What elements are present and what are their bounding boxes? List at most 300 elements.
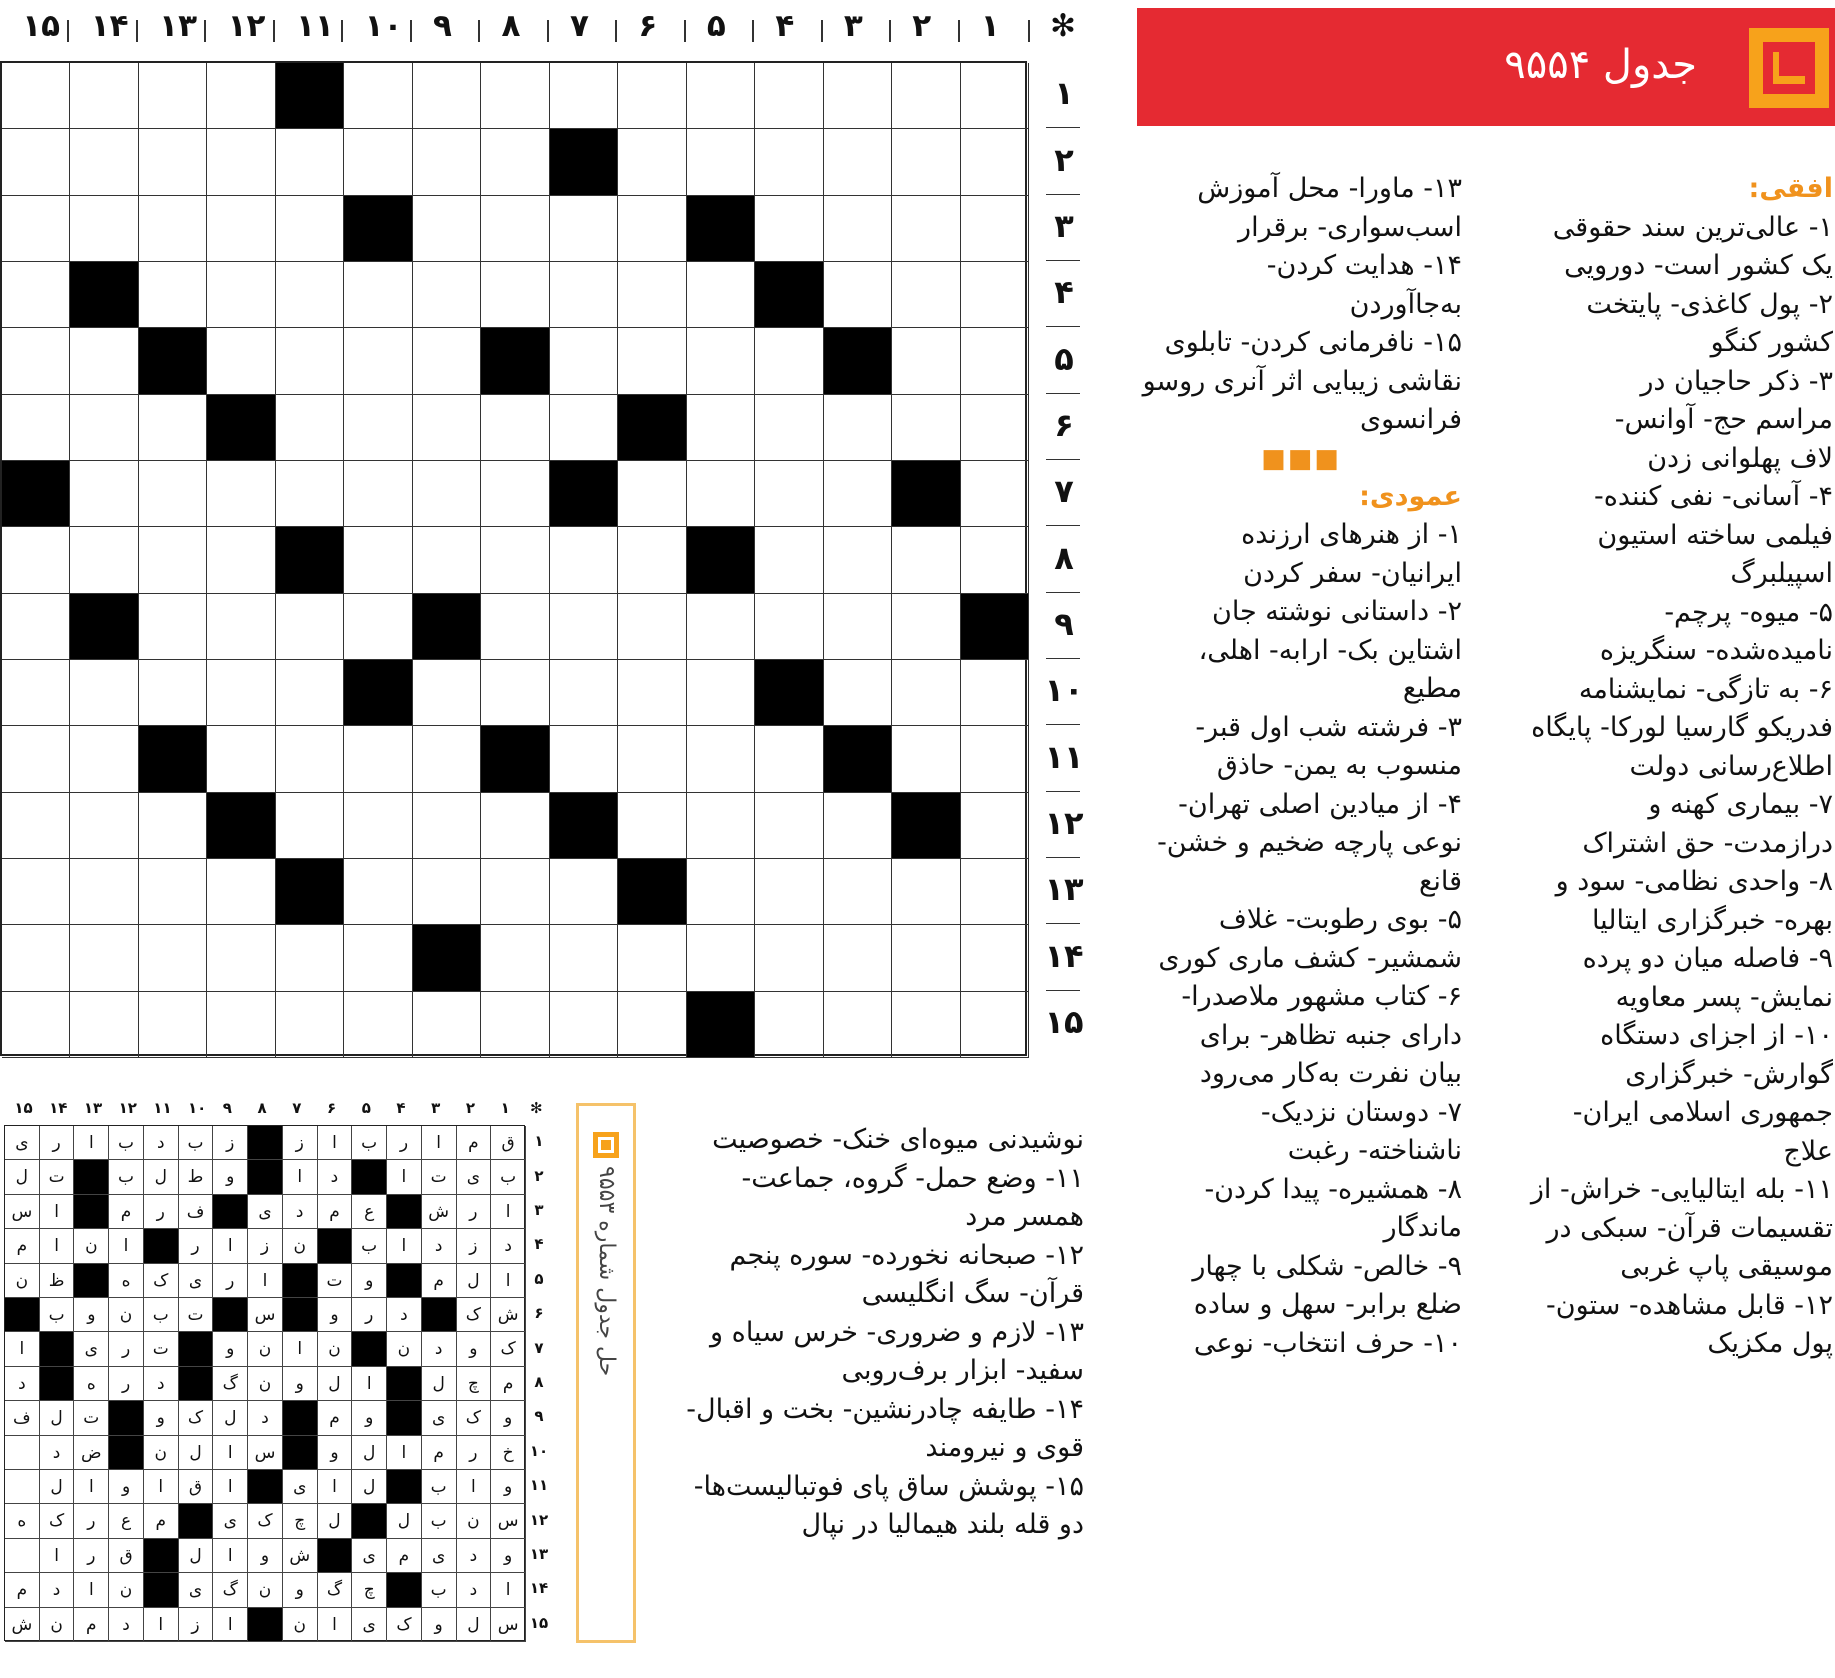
solution-cell: ا — [283, 1160, 318, 1194]
grid-cell[interactable] — [276, 925, 344, 991]
row-number: ۶ — [1054, 405, 1074, 444]
solution-black-cell — [283, 1401, 318, 1435]
solution-cell: ن — [387, 1332, 422, 1366]
grid-cell[interactable] — [892, 395, 960, 461]
solution-cell: ی — [283, 1470, 318, 1504]
grid-cell[interactable] — [139, 262, 207, 328]
grid-cell[interactable] — [413, 527, 481, 593]
grid-cell[interactable] — [892, 992, 960, 1058]
grid-cell[interactable] — [344, 793, 412, 859]
solution-black-cell — [248, 1126, 283, 1160]
grid-cell[interactable] — [2, 262, 70, 328]
solution-column-number: ۶ — [326, 1099, 337, 1117]
grid-cell[interactable] — [70, 925, 138, 991]
solution-cell: ر — [457, 1436, 492, 1470]
solution-cell: ب — [352, 1229, 387, 1263]
solution-column-number: ۹ — [222, 1099, 232, 1117]
grid-cell[interactable] — [344, 63, 412, 129]
grid-cell[interactable] — [961, 196, 1029, 262]
grid-cell[interactable] — [892, 328, 960, 394]
grid-cell[interactable] — [2, 328, 70, 394]
solution-label-box — [576, 1103, 636, 1643]
grid-cell[interactable] — [413, 328, 481, 394]
grid-cell[interactable] — [755, 63, 823, 129]
grid-cell[interactable] — [687, 859, 755, 925]
solution-black-cell — [74, 1264, 109, 1298]
grid-cell[interactable] — [344, 328, 412, 394]
clue-line: ۱۰- از اجزای دستگاه — [1600, 1020, 1833, 1051]
solution-cell: د — [40, 1573, 75, 1607]
grid-cell[interactable] — [481, 859, 549, 925]
grid-cell[interactable] — [344, 594, 412, 660]
grid-cell[interactable] — [70, 63, 138, 129]
grid-cell[interactable] — [276, 328, 344, 394]
grid-cell[interactable] — [687, 925, 755, 991]
grid-cell[interactable] — [413, 63, 481, 129]
grid-cell[interactable] — [687, 461, 755, 527]
grid-cell[interactable] — [139, 63, 207, 129]
solution-cell: ی — [213, 1504, 248, 1538]
grid-cell[interactable] — [276, 726, 344, 792]
solution-black-cell — [5, 1298, 40, 1332]
grid-cell[interactable] — [207, 660, 275, 726]
solution-cell: ی — [5, 1126, 40, 1160]
small-logo-icon — [593, 1132, 619, 1158]
grid-cell[interactable] — [550, 925, 618, 991]
grid-cell[interactable] — [550, 395, 618, 461]
grid-cell[interactable] — [961, 262, 1029, 328]
clue-line: دارای جنبه تظاهر- برای — [1199, 1019, 1462, 1051]
solution-black-cell — [40, 1332, 75, 1366]
grid-cell[interactable] — [961, 992, 1029, 1058]
grid-cell[interactable] — [961, 859, 1029, 925]
solution-cell: ع — [109, 1504, 144, 1538]
grid-cell[interactable] — [413, 196, 481, 262]
clue-line: ۶- کتاب مشهور ملاصدرا- — [1181, 981, 1462, 1012]
grid-cell[interactable] — [550, 660, 618, 726]
grid-cell[interactable] — [276, 660, 344, 726]
solution-column-number: ۸ — [257, 1099, 267, 1117]
grid-cell[interactable] — [481, 925, 549, 991]
grid-cell[interactable] — [413, 726, 481, 792]
grid-cell[interactable] — [276, 992, 344, 1058]
grid-cell[interactable] — [618, 461, 686, 527]
grid-cell[interactable] — [892, 726, 960, 792]
grid-cell[interactable] — [70, 461, 138, 527]
grid-cell[interactable] — [961, 328, 1029, 394]
solution-cell: خ — [491, 1436, 526, 1470]
grid-cell[interactable] — [276, 262, 344, 328]
solution-cell: ا — [213, 1436, 248, 1470]
grid-cell[interactable] — [344, 395, 412, 461]
grid-cell[interactable] — [481, 63, 549, 129]
grid-cell[interactable] — [618, 527, 686, 593]
solution-cell: ل — [387, 1504, 422, 1538]
solution-cell: و — [352, 1401, 387, 1435]
grid-cell[interactable] — [139, 594, 207, 660]
solution-cell: م — [5, 1573, 40, 1607]
solution-cell: ر — [387, 1126, 422, 1160]
grid-cell[interactable] — [70, 992, 138, 1058]
row-number: ۱۲ — [1044, 803, 1084, 842]
black-cell — [687, 992, 755, 1058]
grid-cell[interactable] — [207, 992, 275, 1058]
grid-cell[interactable] — [276, 594, 344, 660]
grid-cell[interactable] — [892, 527, 960, 593]
black-cell — [550, 129, 618, 195]
clue-line: ۳- فرشته شب اول قبر- — [1195, 711, 1462, 743]
grid-cell[interactable] — [139, 859, 207, 925]
solution-cell: ه — [5, 1504, 40, 1538]
solution-cell: ه — [109, 1264, 144, 1298]
solution-cell: ا — [491, 1195, 526, 1229]
grid-cell[interactable] — [481, 660, 549, 726]
clue-line: ۴- از میادین اصلی تهران- — [1178, 788, 1462, 820]
grid-cell[interactable] — [618, 328, 686, 394]
solution-cell: و — [74, 1298, 109, 1332]
solution-cell: ا — [144, 1608, 179, 1642]
solution-cell: ا — [422, 1126, 457, 1160]
grid-cell[interactable] — [207, 262, 275, 328]
grid-cell[interactable] — [687, 594, 755, 660]
grid-cell[interactable] — [344, 527, 412, 593]
solution-black-cell — [387, 1470, 422, 1504]
grid-cell[interactable] — [139, 129, 207, 195]
grid-cell[interactable] — [344, 262, 412, 328]
grid-cell[interactable] — [824, 925, 892, 991]
solution-row-number: ۹ — [534, 1407, 544, 1426]
grid-cell[interactable] — [413, 793, 481, 859]
grid-cell[interactable] — [70, 726, 138, 792]
grid-cell[interactable] — [550, 527, 618, 593]
grid-cell[interactable] — [755, 793, 823, 859]
grid-cell[interactable] — [618, 925, 686, 991]
solution-black-cell — [74, 1195, 109, 1229]
grid-cell[interactable] — [413, 660, 481, 726]
grid-cell[interactable] — [824, 262, 892, 328]
solution-cell: س — [5, 1195, 40, 1229]
grid-cell[interactable] — [481, 461, 549, 527]
grid-cell[interactable] — [139, 925, 207, 991]
grid-cell[interactable] — [755, 726, 823, 792]
grid-cell[interactable] — [70, 859, 138, 925]
grid-cell[interactable] — [824, 196, 892, 262]
solution-cell: ن — [248, 1573, 283, 1607]
clue-line: ۱۰- حرف انتخاب- نوعی — [1193, 1327, 1462, 1359]
solution-row-number: ۱ — [534, 1132, 544, 1151]
grid-cell[interactable] — [755, 527, 823, 593]
column-number: ۱۴ — [90, 8, 129, 44]
solution-cell: ه — [74, 1367, 109, 1401]
grid-cell[interactable] — [550, 262, 618, 328]
solution-cell: ق — [179, 1470, 214, 1504]
grid-cell[interactable] — [961, 726, 1029, 792]
grid-cell[interactable] — [550, 196, 618, 262]
grid-cell[interactable] — [70, 196, 138, 262]
grid-cell[interactable] — [755, 196, 823, 262]
grid-cell[interactable] — [276, 793, 344, 859]
grid-cell[interactable] — [961, 793, 1029, 859]
grid-cell[interactable] — [344, 992, 412, 1058]
clue-line: ۱۱- بله ایتالیایی- خراش- از — [1530, 1174, 1833, 1205]
solution-label: حل جدول شماره ۹۵۵۳ — [594, 1166, 619, 1377]
grid-cell[interactable] — [961, 660, 1029, 726]
solution-cell: ا — [40, 1539, 75, 1573]
grid-cell[interactable] — [344, 129, 412, 195]
solution-cell: ا — [144, 1470, 179, 1504]
grid-cell[interactable] — [413, 992, 481, 1058]
solution-cell: ب — [422, 1504, 457, 1538]
grid-cell[interactable] — [413, 129, 481, 195]
solution-black-cell — [179, 1332, 214, 1366]
solution-row-number: ۱۰ — [529, 1441, 549, 1460]
grid-cell[interactable] — [413, 461, 481, 527]
grid-cell[interactable] — [139, 196, 207, 262]
grid-cell[interactable] — [276, 461, 344, 527]
grid-cell[interactable] — [2, 660, 70, 726]
grid-cell[interactable] — [139, 461, 207, 527]
clue-line: ۱۱- وضع حمل- گروه، جماعت- — [741, 1162, 1084, 1194]
grid-cell[interactable] — [481, 262, 549, 328]
grid-cell[interactable] — [481, 793, 549, 859]
solution-black-cell — [283, 1298, 318, 1332]
grid-cell[interactable] — [961, 129, 1029, 195]
grid-cell[interactable] — [139, 660, 207, 726]
grid-cell[interactable] — [961, 395, 1029, 461]
solution-row-number: ۸ — [534, 1373, 544, 1391]
grid-cell[interactable] — [70, 395, 138, 461]
clue-line: ۳- ذکر حاجیان در — [1640, 365, 1833, 397]
grid-cell[interactable] — [687, 129, 755, 195]
solution-cell: ز — [213, 1126, 248, 1160]
grid-cell[interactable] — [618, 63, 686, 129]
grid-cell[interactable] — [207, 461, 275, 527]
solution-column-number: ۱۲ — [118, 1099, 137, 1117]
grid-cell[interactable] — [687, 660, 755, 726]
grid-cell[interactable] — [2, 594, 70, 660]
grid-cell[interactable] — [824, 992, 892, 1058]
grid-cell[interactable] — [413, 859, 481, 925]
grid-cell[interactable] — [70, 660, 138, 726]
solution-row-number: ۴ — [534, 1235, 544, 1254]
clue-line: جمهوری اسلامی ایران- — [1572, 1097, 1833, 1128]
grid-cell[interactable] — [2, 793, 70, 859]
clue-line: علاج — [1783, 1135, 1833, 1167]
solution-black-cell — [248, 1608, 283, 1642]
solution-cell: گ — [213, 1573, 248, 1607]
grid-cell[interactable] — [2, 129, 70, 195]
solution-cell: ی — [422, 1401, 457, 1435]
grid-cell[interactable] — [755, 859, 823, 925]
solution-cell: ش — [5, 1608, 40, 1642]
solution-cell: د — [422, 1229, 457, 1263]
grid-cell[interactable] — [550, 859, 618, 925]
grid-cell[interactable] — [481, 129, 549, 195]
grid-cell[interactable] — [755, 129, 823, 195]
solution-cell: د — [491, 1229, 526, 1263]
grid-cell[interactable] — [687, 793, 755, 859]
grid-cell[interactable] — [892, 594, 960, 660]
grid-cell[interactable] — [139, 793, 207, 859]
grid-cell[interactable] — [687, 262, 755, 328]
grid-cell[interactable] — [755, 395, 823, 461]
grid-cell[interactable] — [618, 594, 686, 660]
row-number: ۵ — [1054, 339, 1074, 378]
solution-cell: ب — [40, 1298, 75, 1332]
grid-cell[interactable] — [618, 129, 686, 195]
grid-cell[interactable] — [481, 594, 549, 660]
grid-cell[interactable] — [824, 594, 892, 660]
grid-cell[interactable] — [961, 925, 1029, 991]
grid-cell[interactable] — [824, 461, 892, 527]
grid-cell[interactable] — [70, 328, 138, 394]
grid-cell[interactable] — [824, 660, 892, 726]
solution-cell: ل — [213, 1401, 248, 1435]
grid-cell[interactable] — [687, 395, 755, 461]
grid-cell[interactable] — [961, 461, 1029, 527]
grid-cell[interactable] — [550, 594, 618, 660]
grid-cell[interactable] — [892, 196, 960, 262]
solution-cell: گ — [318, 1573, 353, 1607]
grid-cell[interactable] — [207, 196, 275, 262]
grid-cell[interactable] — [2, 925, 70, 991]
solution-cell: ز — [457, 1229, 492, 1263]
grid-cell[interactable] — [824, 859, 892, 925]
grid-cell[interactable] — [755, 594, 823, 660]
grid-cell[interactable] — [70, 129, 138, 195]
grid-cell[interactable] — [70, 527, 138, 593]
grid-cell[interactable] — [2, 992, 70, 1058]
clue-line: موسیقی پاپ غربی — [1620, 1251, 1833, 1282]
black-cell — [755, 262, 823, 328]
grid-cell[interactable] — [892, 925, 960, 991]
grid-cell[interactable] — [2, 196, 70, 262]
clue-line: ۶- به تازگی- نمایشنامه — [1578, 673, 1833, 705]
solution-black-cell — [318, 1229, 353, 1263]
solution-column-number: ۲ — [465, 1099, 476, 1117]
clue-line: قوی و نیرومند — [925, 1432, 1084, 1463]
solution-column-numbers — [0, 1099, 550, 1123]
grid-cell[interactable] — [481, 527, 549, 593]
clue-line: فدریکو گارسیا لورکا- پایگاه — [1531, 712, 1833, 743]
solution-cell: ی — [179, 1264, 214, 1298]
grid-cell[interactable] — [618, 992, 686, 1058]
grid-cell[interactable] — [550, 63, 618, 129]
row-number: ۱۴ — [1044, 936, 1084, 975]
grid-cell[interactable] — [207, 129, 275, 195]
solution-cell: ل — [422, 1367, 457, 1401]
grid-cell[interactable] — [892, 262, 960, 328]
grid-cell[interactable] — [2, 63, 70, 129]
solution-cell: ن — [457, 1504, 492, 1538]
grid-cell[interactable] — [139, 992, 207, 1058]
solution-cell: ا — [213, 1229, 248, 1263]
solution-cell: ا — [318, 1470, 353, 1504]
grid-cell[interactable] — [961, 527, 1029, 593]
grid-cell[interactable] — [824, 129, 892, 195]
grid-cell[interactable] — [207, 726, 275, 792]
solution-column-number: ۳ — [431, 1099, 441, 1117]
grid-cell[interactable] — [892, 129, 960, 195]
clue-line: مراسم حج- آوانس- — [1614, 404, 1833, 435]
grid-cell[interactable] — [276, 395, 344, 461]
solution-cell: ل — [457, 1608, 492, 1642]
grid-cell[interactable] — [961, 63, 1029, 129]
grid-cell[interactable] — [755, 461, 823, 527]
clue-line: قرآن- سگ انگلیسی — [861, 1278, 1084, 1309]
grid-cell[interactable] — [755, 992, 823, 1058]
grid-cell[interactable] — [2, 527, 70, 593]
grid-cell[interactable] — [824, 527, 892, 593]
grid-cell[interactable] — [824, 793, 892, 859]
grid-cell[interactable] — [755, 925, 823, 991]
grid-cell[interactable] — [481, 992, 549, 1058]
solution-cell: ن — [40, 1608, 75, 1642]
grid-cell[interactable] — [892, 859, 960, 925]
solution-cell: ی — [74, 1332, 109, 1366]
grid-cell[interactable] — [892, 63, 960, 129]
solution-cell: و — [491, 1539, 526, 1573]
grid-cell[interactable] — [276, 129, 344, 195]
grid-cell[interactable] — [344, 726, 412, 792]
grid-cell[interactable] — [207, 63, 275, 129]
grid-cell[interactable] — [550, 726, 618, 792]
clue-line: ضلع برابر- سهل و ساده — [1193, 1289, 1462, 1320]
grid-cell[interactable] — [550, 328, 618, 394]
grid-cell[interactable] — [2, 395, 70, 461]
grid-cell[interactable] — [207, 328, 275, 394]
grid-cell[interactable] — [687, 63, 755, 129]
grid-cell[interactable] — [687, 328, 755, 394]
grid-cell[interactable] — [687, 726, 755, 792]
grid-cell[interactable] — [70, 793, 138, 859]
grid-cell[interactable] — [2, 859, 70, 925]
grid-cell[interactable] — [618, 793, 686, 859]
grid-cell[interactable] — [413, 395, 481, 461]
black-cell — [687, 196, 755, 262]
grid-cell[interactable] — [344, 859, 412, 925]
row-number: ۱۵ — [1044, 1002, 1084, 1041]
grid-cell[interactable] — [139, 395, 207, 461]
grid-cell[interactable] — [550, 992, 618, 1058]
solution-cell: ب — [422, 1573, 457, 1607]
grid-cell[interactable] — [618, 660, 686, 726]
grid-cell[interactable] — [618, 196, 686, 262]
grid-cell[interactable] — [824, 395, 892, 461]
grid-cell[interactable] — [139, 527, 207, 593]
grid-cell[interactable] — [824, 63, 892, 129]
clue-line: شمشیر- کشف ماری کوری — [1158, 942, 1462, 974]
solution-cell: ل — [318, 1367, 353, 1401]
solution-cell: و — [422, 1608, 457, 1642]
grid-cell[interactable] — [207, 527, 275, 593]
grid-cell[interactable] — [755, 328, 823, 394]
grid-cell[interactable] — [618, 726, 686, 792]
grid-cell[interactable] — [344, 461, 412, 527]
grid-cell[interactable] — [207, 594, 275, 660]
grid-cell[interactable] — [207, 859, 275, 925]
grid-cell[interactable] — [618, 262, 686, 328]
grid-cell[interactable] — [892, 660, 960, 726]
grid-cell[interactable] — [207, 925, 275, 991]
solution-cell: س — [248, 1298, 283, 1332]
grid-cell[interactable] — [481, 395, 549, 461]
grid-cell[interactable] — [481, 196, 549, 262]
grid-cell[interactable] — [276, 196, 344, 262]
grid-cell[interactable] — [2, 726, 70, 792]
grid-cell[interactable] — [344, 925, 412, 991]
grid-cell[interactable] — [413, 262, 481, 328]
